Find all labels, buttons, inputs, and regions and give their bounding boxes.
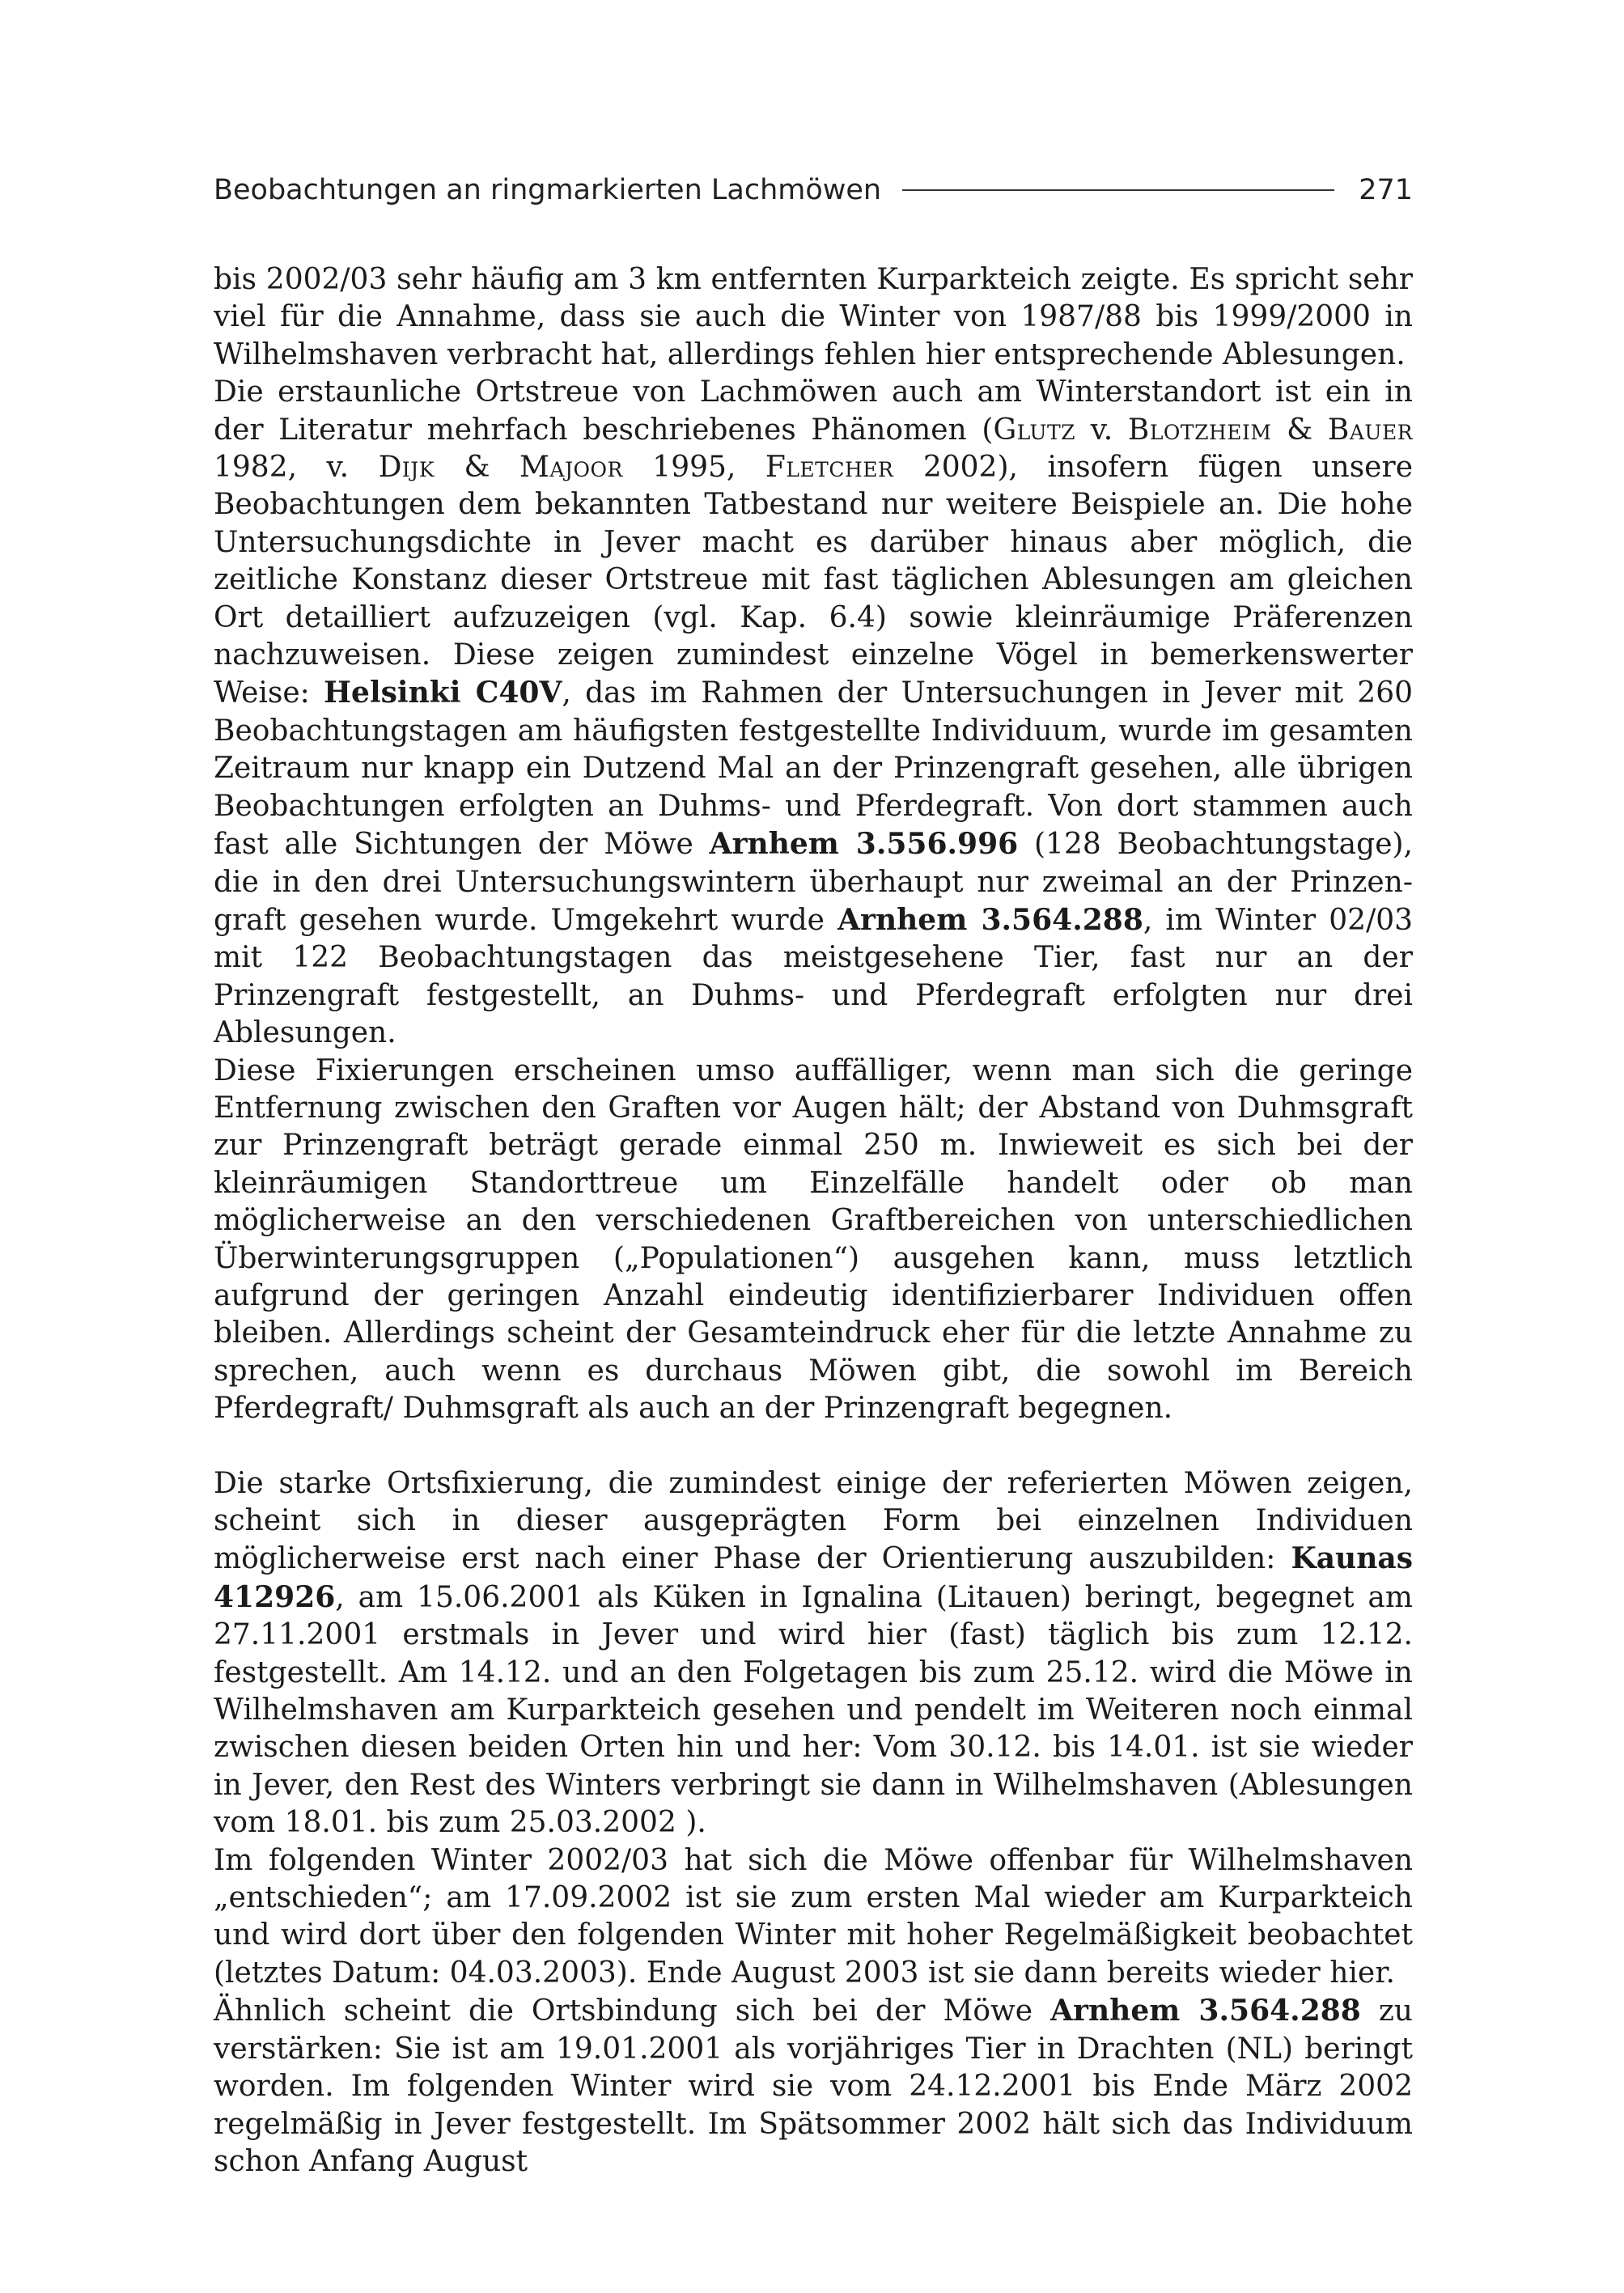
bird-id-helsinki: Helsinki C40V — [324, 676, 562, 710]
author-fletcher: Fletcher — [765, 451, 894, 485]
paragraph-2: Die erstaunliche Ortstreue von Lachmöwen auch am Winterstandort ist ein in der Literatur mehrfach beschriebenes Phänomen (Glutz v. Blotzheim & Bauer 1982, v. Dijk & Majoor 1995, Fletcher 2002), insofern fügen unsere Beobachtungen dem bekannten Tatbestand nur weitere Beispiele an. Die hohe Untersuchungsdichte in Jever macht es darüber hinaus aber möglich, die zeitliche Konstanz dieser Ortstreue mit fast täglichen Ablesungen am gleichen Ort detailliert aufzuzeigen (vgl. Kap. 6.4) sowie kleinräumige Präferenzen nachzuweisen. Diese zeigen zumindest einzelne Vögel in bemerkenswerter Weise: Helsinki C40V, das im Rahmen der Untersuchungen in Jever mit 260 Beobachtungstagen am häufigsten festgestellte Individuum, wurde im gesamten Zeitraum nur knapp ein Dutzend Mal an der Prinzengraft gesehen, alle übrigen Beobachtungen erfolgten an Duhms- und Pferdegraft. Von dort stammen auch fast alle Sichtungen der Möwe Arnhem 3.556.996 (128 Beobachtungstage), die in den drei Untersuchungswintern überhaupt nur zweimal an der Prinzengraft gesehen wurde. Umgekehrt wurde Arnhem 3.564.288, im Winter 02/03 mit 122 Beobachtungstagen das meistgesehene Tier, fast nur an der Prinzengraft festgestellt, an Duhms- und Pferdegraft erfolgten nur drei Ablesungen. — [214, 375, 1414, 1050]
bird-id-kaunas: Kaunas 412926 — [214, 1541, 1413, 1614]
paragraph-6: Ähnlich scheint die Ortsbindung sich bei der Möwe Arnhem 3.564.288 zu verstärken: Sie ist am 19.01.2001 als vorjähriges Tier in Drachten (NL) beringt worden. Im folgenden Winter wird sie vom 24.12.2001 bis Ende März 2002 regelmäßig in Jever festgestellt. Im Spätsommer 2002 hält sich das Individuum schon Anfang August — [214, 1994, 1413, 2178]
author-bauer: Bauer — [1327, 413, 1414, 447]
paragraph-1: bis 2002/03 sehr häufig am 3 km entfernten Kurparkteich zeigte. Es spricht sehr viel für die Annahme, dass sie auch die Winter von 1987/88 bis 1999/2000 in Wilhelmshaven verbracht hat, allerdings fehlen hier entsprechende Ablesungen. — [214, 263, 1413, 371]
bird-id-arnhem-556996: Arnhem 3.556.996 — [709, 827, 1019, 862]
author-glutz: Glutz — [993, 413, 1076, 447]
page-number: 271 — [1359, 174, 1413, 206]
bird-id-arnhem-564288: Arnhem 3.564.288 — [837, 902, 1143, 937]
paragraph-3: Diese Fixierungen erscheinen umso auffälliger, wenn man sich die geringe Entfernung zwischen den Graften vor Augen hält; der Abstand von Duhmsgraft zur Prinzengraft beträgt gerade einmal 250 m. Inwieweit es sich bei der kleinräumigen Standorttreue um Einzelfälle handelt oder ob man möglicherweise an den verschiedenen Graftbereichen von unterschiedlichen Überwinterungsgruppen („Populationen“) ausgehen kann, muss letztlich aufgrund der geringen Anzahl eindeutig identifizierbarer Individuen offen bleiben. Allerdings scheint der Gesamteindruck eher für die letzte Annahme zu sprechen, auch wenn es durchaus Möwen gibt, die sowohl im Bereich Pferdegraft/ Duhmsgraft als auch an der Prinzengraft begegnen. — [214, 1053, 1413, 1426]
bird-id-arnhem-564288-second: Arnhem 3.564.288 — [1050, 1994, 1361, 2028]
paragraph-5: Im folgenden Winter 2002/03 hat sich die Möwe offenbar für Wilhelmshaven „entschieden“; am 17.09.2002 ist sie zum ersten Mal wieder am Kurparkteich und wird dort über den folgenden Winter mit hoher Regelmäßigkeit beobachtet (letztes Datum: 04.03.2003). Ende August 2003 ist sie dann bereits wieder hier. — [214, 1843, 1413, 1990]
author-dijk: Dijk — [378, 451, 435, 485]
running-head — [214, 166, 1413, 214]
author-majoor: Majoor — [519, 451, 623, 485]
running-head-rule — [902, 189, 1334, 191]
body-text — [214, 261, 1413, 2181]
author-blotzheim: Blotzheim — [1127, 413, 1272, 447]
paragraph-4: Die starke Ortsfixierung, die zumindest einige der referierten Möwen zeigen, scheint sich in dieser ausgeprägten Form bei einzelnen Individuen möglicherweise erst nach einer Phase der Orientierung auszubilden: Kaunas 412926, am 15.06.2001 als Küken in Ignalina (Litauen) beringt, begegnet am 27.11.2001 erstmals in Jever und wird hier (fast) täglich bis zum 12.12. festgestellt. Am 14.12. und an den Folgetagen bis zum 25.12. wird die Möwe in Wilhelmshaven am Kurparkteich gesehen und pendelt im Weiteren noch einmal zwischen diesen beiden Orten hin und her: Vom 30.12. bis 14.01. ist sie wieder in Jever, den Rest des Winters verbringt sie dann in Wilhelmshaven (Ablesungen vom 18.01. bis zum 25.03.2002 ). — [214, 1466, 1413, 1840]
running-head-title: Beobachtungen an ringmarkierten Lachmöwen — [214, 174, 882, 206]
